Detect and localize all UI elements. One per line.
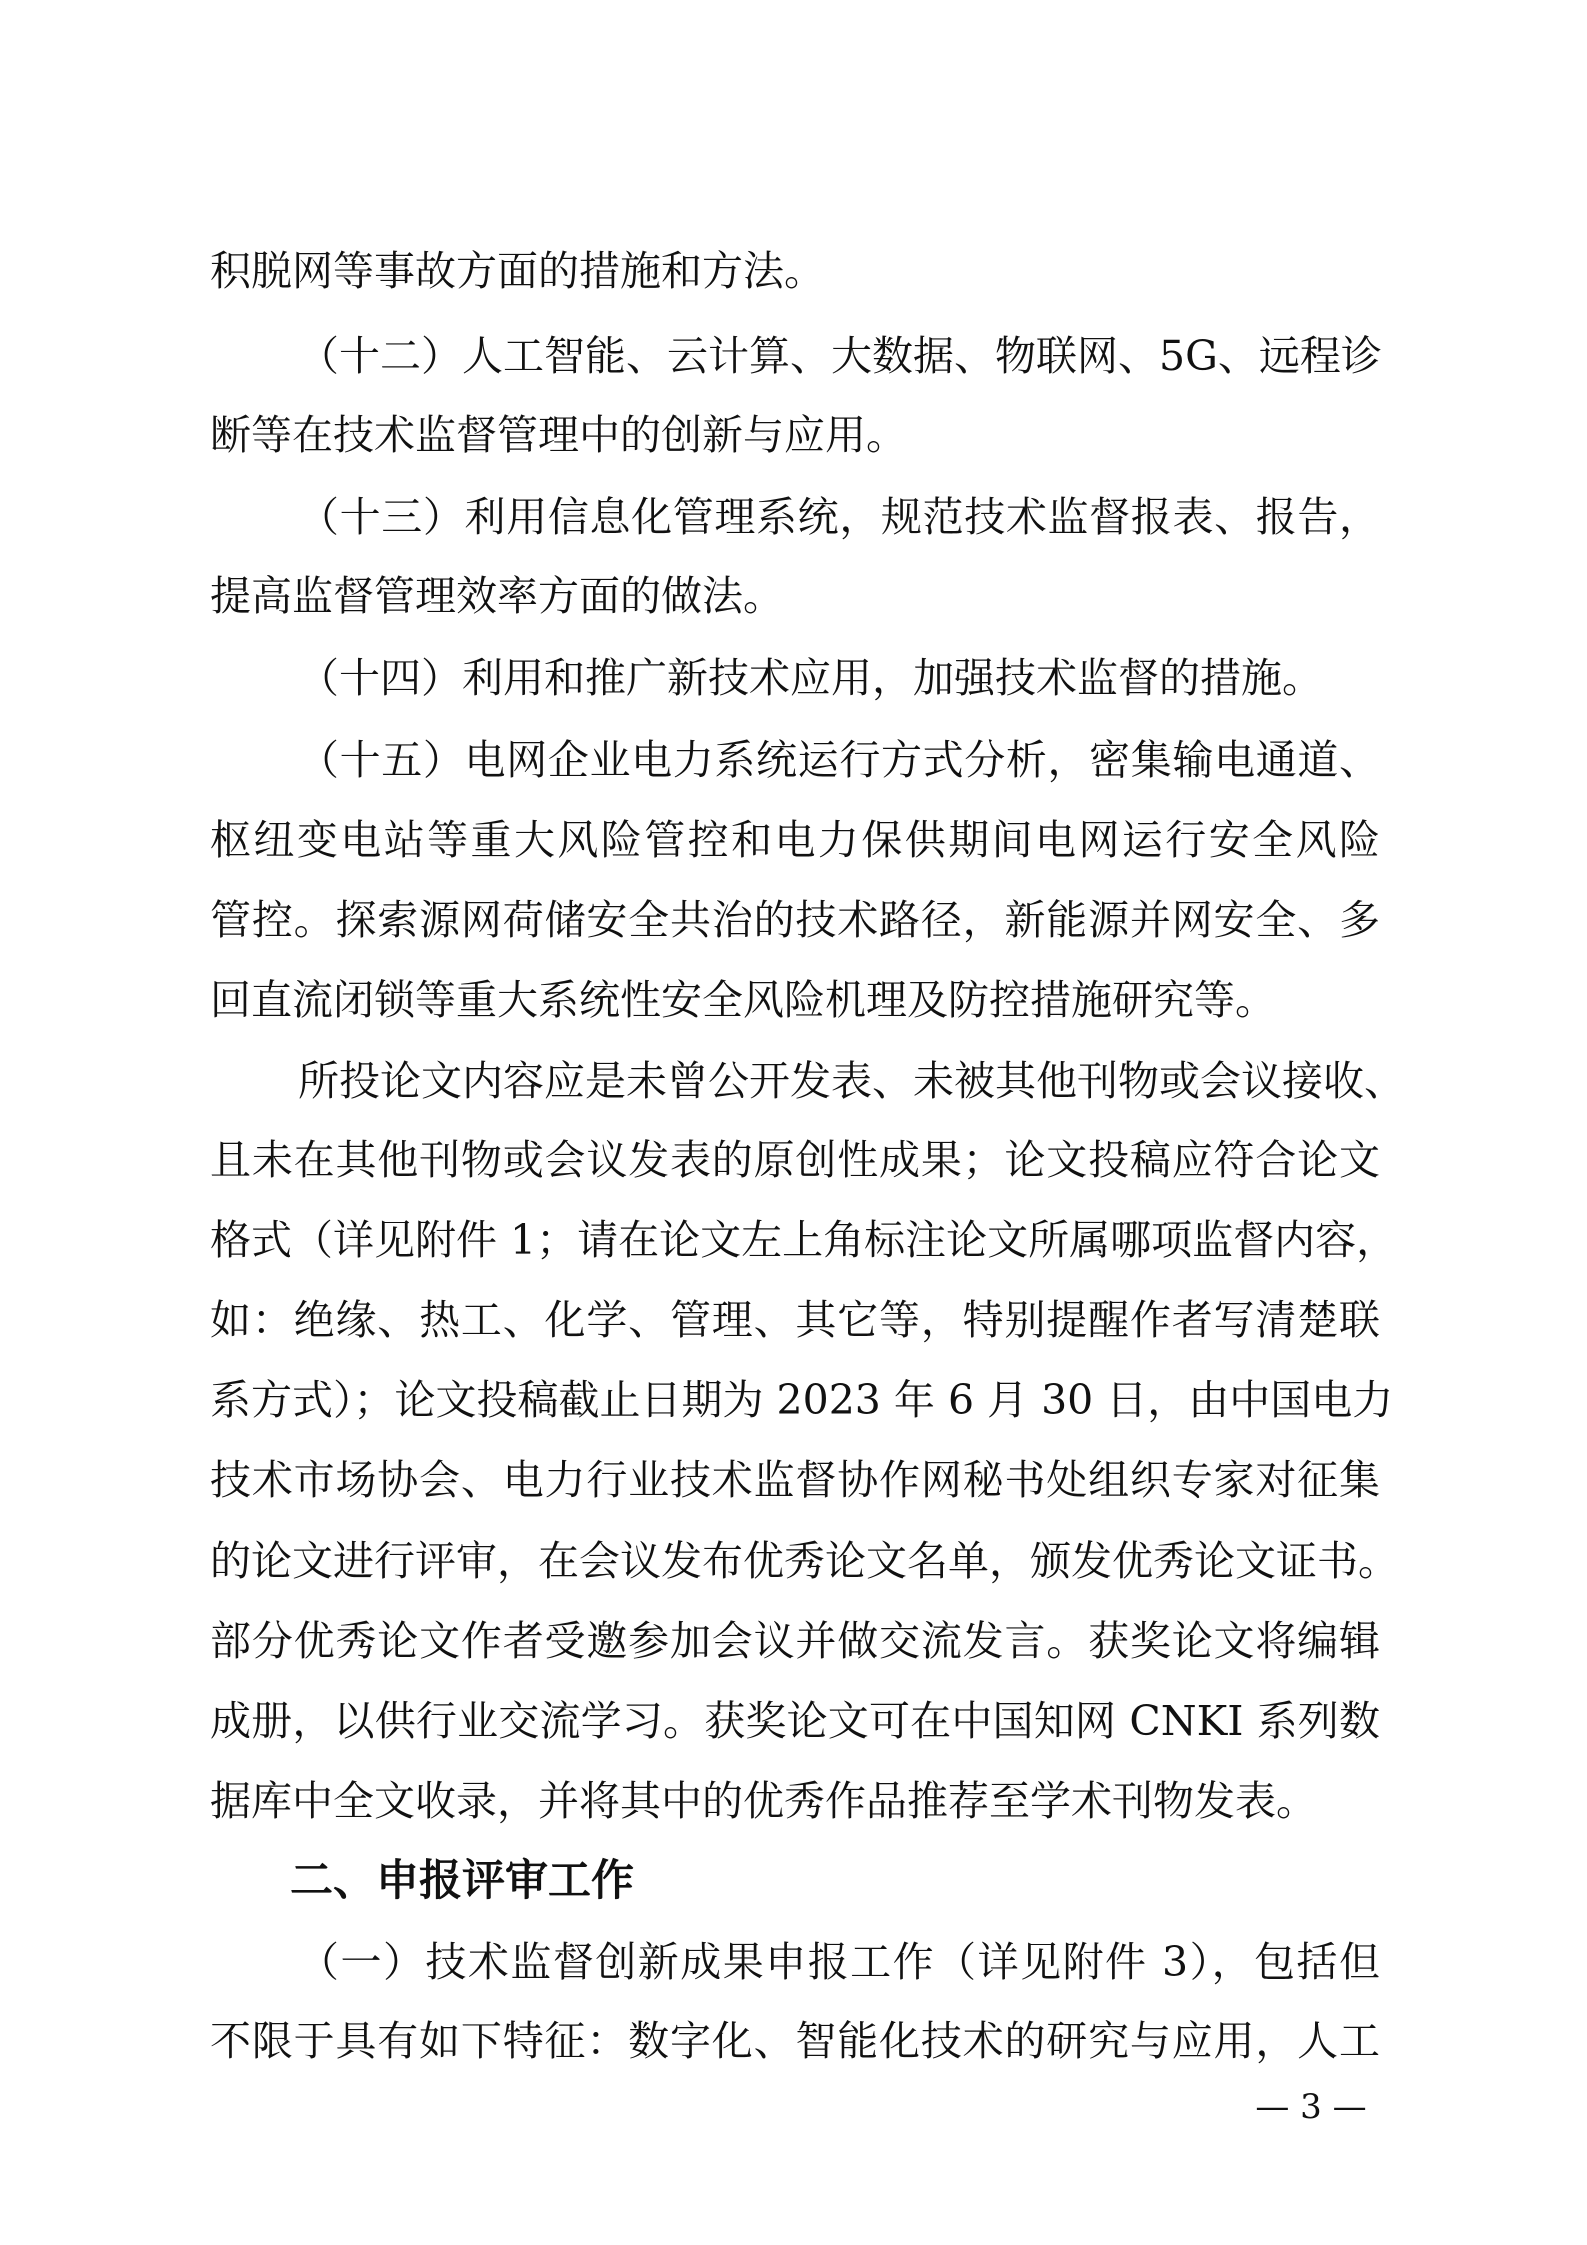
text-line: 格式（详见附件 1；请在论文左上角标注论文所属哪项监督内容， <box>210 1216 1398 1264</box>
text-line: 断等在技术监督管理中的创新与应用。 <box>210 411 907 459</box>
section-heading: 二、申报评审工作 <box>290 1856 634 1906</box>
text-line: 提高监督管理效率方面的做法。 <box>210 572 784 620</box>
text-line: （十五）电网企业电力系统运行方式分析，密集输电通道、 <box>298 736 1380 784</box>
text-line: 管控。探索源网荷储安全共治的技术路径，新能源并网安全、多 <box>210 896 1380 944</box>
text-line: 且未在其他刊物或会议发表的原创性成果；论文投稿应符合论文 <box>210 1136 1380 1184</box>
text-line: 所投论文内容应是未曾公开发表、未被其他刊物或会议接收、 <box>298 1057 1405 1105</box>
text-line: （十四）利用和推广新技术应用，加强技术监督的措施。 <box>298 654 1323 702</box>
text-line: 枢纽变电站等重大风险管控和电力保供期间电网运行安全风险 <box>210 816 1380 864</box>
page-number: — 3 — <box>1255 2087 1367 2127</box>
text-line: 成册，以供行业交流学习。获奖论文可在中国知网 CNKI 系列数 <box>210 1697 1380 1745</box>
text-line: 技术市场协会、电力行业技术监督协作网秘书处组织专家对征集 <box>210 1456 1380 1504</box>
text-line: 部分优秀论文作者受邀参加会议并做交流发言。获奖论文将编辑 <box>210 1617 1380 1665</box>
text-line: 如：绝缘、热工、化学、管理、其它等，特别提醒作者写清楚联 <box>210 1296 1380 1344</box>
text-line: 积脱网等事故方面的措施和方法。 <box>210 247 825 295</box>
text-line: 据库中全文收录，并将其中的优秀作品推荐至学术刊物发表。 <box>210 1777 1317 1825</box>
text-line: 的论文进行评审，在会议发布优秀论文名单，颁发优秀论文证书。 <box>210 1537 1399 1585</box>
text-line: （十二）人工智能、云计算、大数据、物联网、5G、远程诊 <box>298 332 1382 380</box>
text-line: 系方式）；论文投稿截止日期为 2023 年 6 月 30 日，由中国电力 <box>210 1376 1394 1424</box>
text-line: （十三）利用信息化管理系统，规范技术监督报表、报告， <box>298 493 1380 541</box>
text-line: 回直流闭锁等重大系统性安全风险机理及防控措施研究等。 <box>210 976 1276 1024</box>
text-line: （一）技术监督创新成果申报工作（详见附件 3），包括但 <box>298 1938 1380 1986</box>
text-line: 不限于具有如下特征：数字化、智能化技术的研究与应用，人工 <box>210 2017 1380 2065</box>
